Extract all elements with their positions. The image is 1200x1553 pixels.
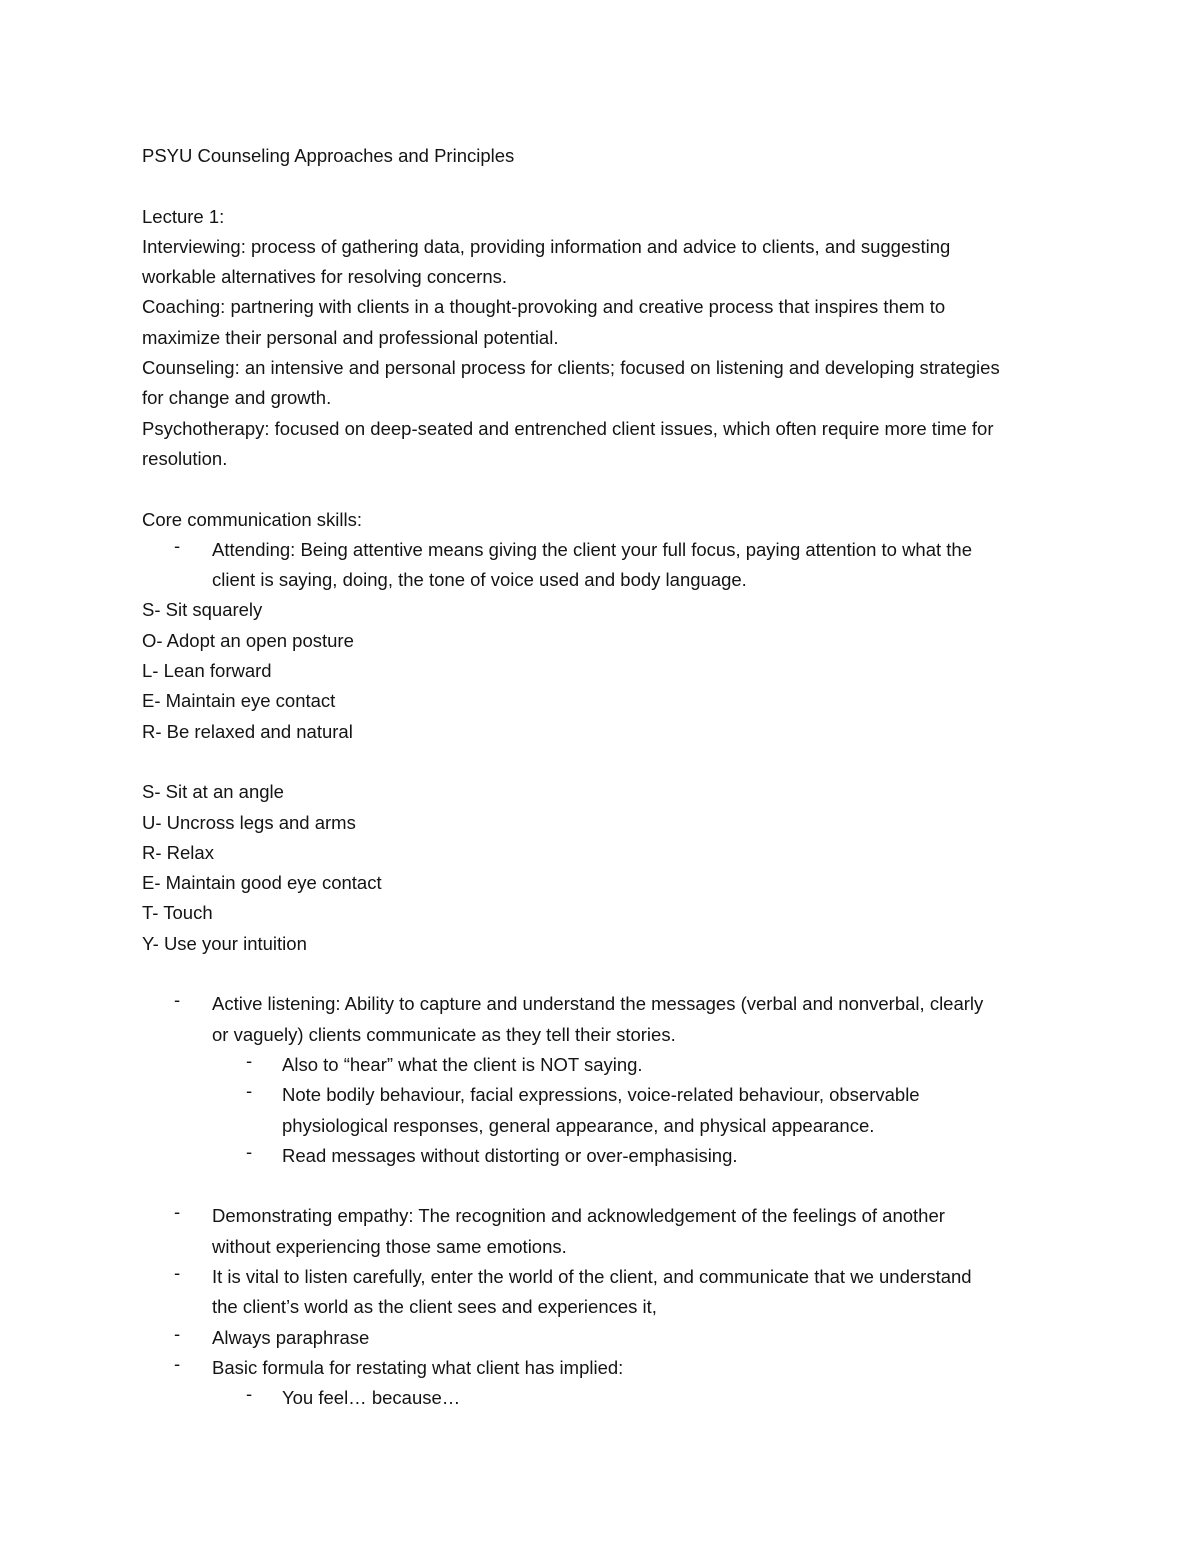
spacer — [142, 474, 1062, 504]
bullet-dash: - — [246, 1049, 253, 1071]
bullet-dash: - — [174, 1261, 181, 1283]
surety-item: S- Sit at an angle — [142, 781, 284, 803]
definition-line: resolution. — [142, 447, 228, 469]
bullet-basic-formula — [142, 1353, 1062, 1383]
bullet-paraphrase — [142, 1323, 1062, 1353]
surety-item: T- Touch — [142, 902, 213, 924]
bullet-line: You feel… because… — [282, 1387, 461, 1409]
spacer — [142, 1171, 1062, 1201]
sub-bullet-hear — [142, 1050, 1062, 1080]
bullet-listen-carefully — [142, 1262, 1062, 1323]
lecture-heading: Lecture 1: — [142, 205, 225, 227]
bullet-dash: - — [246, 1140, 253, 1162]
bullet-line: Basic formula for restating what client has implied: — [212, 1356, 624, 1378]
surety-item: U- Uncross legs and arms — [142, 811, 356, 833]
soler-item: O- Adopt an open posture — [142, 629, 354, 651]
spacer — [142, 747, 1062, 777]
bullet-line: Note bodily behaviour, facial expressions, voice-related behaviour, observable — [282, 1084, 920, 1106]
bullet-active-listening — [142, 989, 1062, 1050]
soler-item: S- Sit squarely — [142, 599, 263, 621]
bullet-dash: - — [174, 1201, 181, 1223]
surety-item: Y- Use your intuition — [142, 932, 307, 954]
bullet-line: Always paraphrase — [212, 1326, 370, 1348]
definition-line: Psychotherapy: focused on deep-seated and entrenched client issues, which often require more time for — [142, 417, 994, 439]
bullet-dash: - — [246, 1383, 253, 1405]
spacer — [142, 959, 1062, 989]
bullet-dash: - — [174, 989, 181, 1011]
bullet-attending — [142, 535, 1062, 596]
bullet-dash: - — [174, 1352, 181, 1374]
soler-list — [142, 595, 1062, 746]
sub-bullet-read-messages — [142, 1141, 1062, 1171]
soler-item: E- Maintain eye contact — [142, 690, 336, 712]
bullet-empathy — [142, 1201, 1062, 1262]
bullet-line: client is saying, doing, the tone of voice used and body language. — [212, 569, 747, 591]
definition-interviewing — [142, 232, 1062, 293]
surety-item: E- Maintain good eye contact — [142, 872, 382, 894]
bullet-line: the client’s world as the client sees and experiences it, — [212, 1296, 657, 1318]
core-skills-heading: Core communication skills: — [142, 508, 363, 530]
bullet-line: Also to “hear” what the client is NOT saying. — [282, 1053, 643, 1075]
sub-bullet-you-feel — [142, 1383, 1062, 1413]
surety-item: R- Relax — [142, 841, 214, 863]
definition-counseling — [142, 353, 1062, 414]
definition-coaching — [142, 292, 1062, 353]
definition-line: for change and growth. — [142, 387, 332, 409]
bullet-line: Attending: Being attentive means giving the client your full focus, paying attention to what the — [212, 538, 972, 560]
bullet-dash: - — [174, 1322, 181, 1344]
bullet-dash: - — [174, 534, 181, 556]
soler-item: R- Be relaxed and natural — [142, 720, 353, 742]
definition-line: Counseling: an intensive and personal process for clients; focused on listening and developing strategies — [142, 357, 1000, 379]
definition-line: workable alternatives for resolving concerns. — [142, 266, 508, 288]
definition-line: Coaching: partnering with clients in a thought-provoking and creative process that inspires them to — [142, 296, 946, 318]
bullet-line: Active listening: Ability to capture and understand the messages (verbal and nonverbal, clearly — [212, 993, 984, 1015]
bullet-dash: - — [246, 1080, 253, 1102]
spacer — [142, 171, 1062, 201]
bullet-line: It is vital to listen carefully, enter the world of the client, and communicate that we understand — [212, 1265, 972, 1287]
document-body — [142, 141, 1062, 1413]
bullet-line: Demonstrating empathy: The recognition and acknowledgement of the feelings of another — [212, 1205, 945, 1227]
bullet-line: or vaguely) clients communicate as they tell their stories. — [212, 1023, 676, 1045]
surety-list — [142, 777, 1062, 959]
definition-line: Interviewing: process of gathering data, providing information and advice to clients, and suggesting — [142, 235, 951, 257]
bullet-line: physiological responses, general appearance, and physical appearance. — [282, 1114, 875, 1136]
definition-line: maximize their personal and professional potential. — [142, 326, 559, 348]
bullet-line: Read messages without distorting or over-emphasising. — [282, 1144, 738, 1166]
sub-bullet-note-behaviour — [142, 1080, 1062, 1141]
soler-item: L- Lean forward — [142, 660, 272, 682]
document-title: PSYU Counseling Approaches and Principles — [142, 145, 515, 166]
definition-psychotherapy — [142, 414, 1062, 475]
bullet-line: without experiencing those same emotions. — [212, 1235, 567, 1257]
